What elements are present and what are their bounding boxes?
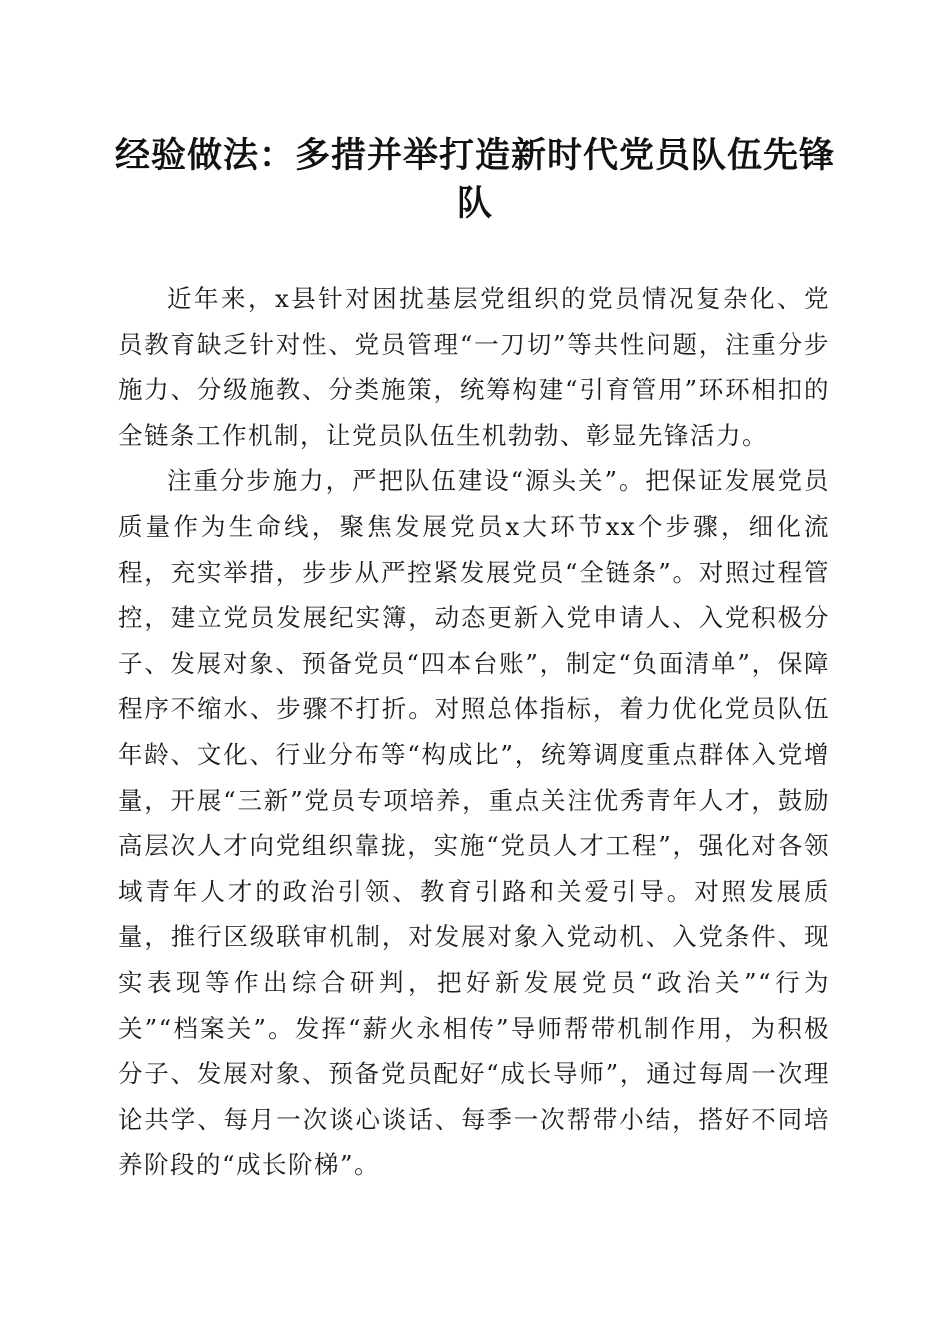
paragraph-intro: 近年来，x县针对困扰基层党组织的党员情况复杂化、党员教育缺乏针对性、党员管理“一刀切”等共性问题，注重分步施力、分级施教、分类施策，统筹构建“引育管用”环环相扣的全链条工作机制，让党员队伍生机勃勃、彰显先锋活力。	[118, 284, 830, 450]
document-body	[118, 276, 830, 1188]
paragraph-source-control: 注重分步施力，严把队伍建设“源头关”。把保证发展党员质量作为生命线，聚焦发展党员x大环节xx个步骤，细化流程，充实举措，步步从严控紧发展党员“全链条”。对照过程管控，建立党员发展纪实簿，动态更新入党申请人、入党积极分子、发展对象、预备党员“四本台账”，制定“负面清单”，保障程序不缩水、步骤不打折。对照总体指标，着力优化党员队伍年龄、文化、行业分布等“构成比”，统筹调度重点群体入党增量，开展“三新”党员专项培养，重点关注优秀青年人才，鼓励高层次人才向党组织靠拢，实施“党员人才工程”，强化对各领域青年人才的政治引领、教育引路和关爱引导。对照发展质量，推行区级联审机制，对发展对象入党动机、入党条件、现实表现等作出综合研判，把好新发展党员“政治关”“行为关”“档案关”。发挥“薪火永相传”导师帮带机制作用，为积极分子、发展对象、预备党员配好“成长导师”，通过每周一次理论共学、每月一次谈心谈话、每季一次帮带小结，搭好不同培养阶段的“成长阶梯”。	[118, 466, 830, 1180]
document-title: 经验做法：多措并举打造新时代党员队伍先锋队	[114, 135, 835, 224]
